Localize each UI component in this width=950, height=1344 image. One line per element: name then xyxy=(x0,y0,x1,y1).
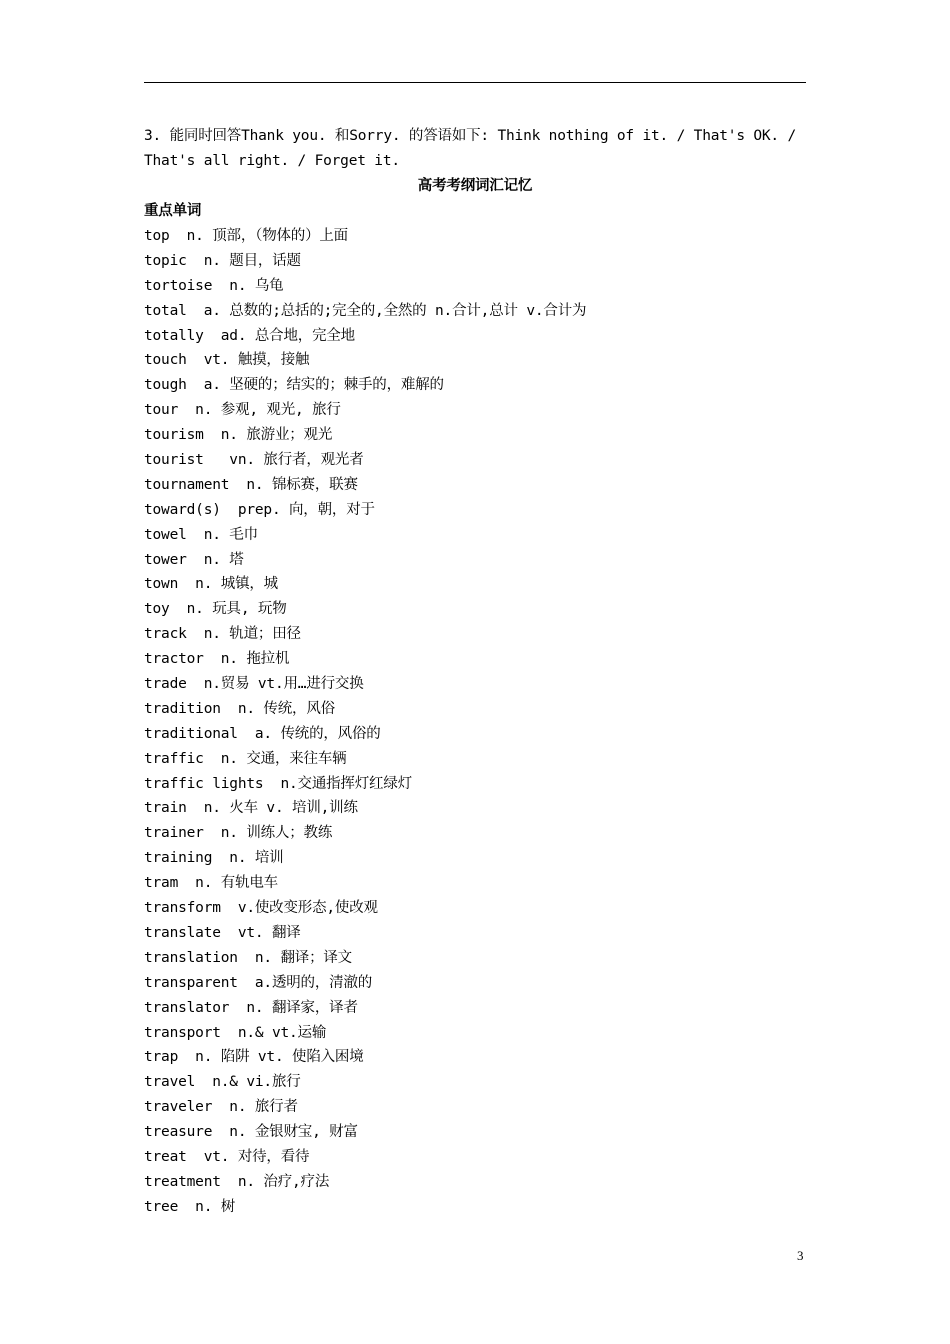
page-number: 3 xyxy=(797,1248,804,1263)
word-entry: trade n.贸易 vt.用…进行交换 xyxy=(144,676,364,693)
word-entry: treasure n. 金银财宝, 财富 xyxy=(144,1124,358,1141)
word-entry: train n. 火车 v. 培训,训练 xyxy=(144,800,358,817)
word-entry: tough a. 坚硬的；结实的；棘手的，难解的 xyxy=(144,377,444,394)
word-entry: transport n.& vt.运输 xyxy=(144,1024,327,1041)
word-entry: topic n. 题目，话题 xyxy=(144,252,301,269)
word-entry: tourist vn. 旅行者，观光者 xyxy=(144,452,364,469)
word-entry: top n. 顶部，（物体的）上面 xyxy=(144,228,348,244)
word-entry: translate vt. 翻译 xyxy=(144,924,301,941)
word-entry: translation n. 翻译；译文 xyxy=(144,949,352,966)
page-title: 高考考纲词汇记忆 xyxy=(417,178,533,194)
word-entry: tournament n. 锦标赛，联赛 xyxy=(144,476,358,493)
word-entry: total a. 总数的;总括的;完全的,全然的 n.合计,总计 v.合计为 xyxy=(144,302,587,319)
word-entry: trap n. 陷阱 vt. 使陷入困境 xyxy=(144,1049,364,1066)
word-entry: tortoise n. 乌龟 xyxy=(144,277,284,294)
word-entry: treat vt. 对待，看待 xyxy=(144,1148,310,1165)
word-entry: track n. 轨道；田径 xyxy=(144,626,301,643)
word-entry: treatment n. 治疗,疗法 xyxy=(144,1173,330,1190)
word-entry: traffic n. 交通，来往车辆 xyxy=(144,750,347,767)
header-rule xyxy=(144,82,806,83)
word-entry: tradition n. 传统，风俗 xyxy=(144,700,335,717)
word-entry: transparent a.透明的，清澈的 xyxy=(144,974,373,991)
section-heading: 重点单词 xyxy=(144,203,202,219)
word-entry: tower n. 塔 xyxy=(144,551,244,568)
word-entry: town n. 城镇，城 xyxy=(144,576,278,593)
word-entry: translator n. 翻译家，译者 xyxy=(144,999,358,1016)
intro-note: 3. 能同时回答Thank you. 和Sorry. 的答语如下: Think nothing of it. / That's OK. / That's all right. / Forget it. xyxy=(144,128,797,169)
word-entry: tour n. 参观, 观光, 旅行 xyxy=(144,402,341,419)
page-content xyxy=(144,124,806,1220)
word-entry: tractor n. 拖拉机 xyxy=(144,651,290,668)
word-entry: tram n. 有轨电车 xyxy=(144,875,278,892)
word-entry: traffic lights n.交通指挥灯红绿灯 xyxy=(144,775,412,792)
word-entry: toy n. 玩具, 玩物 xyxy=(144,601,287,618)
word-entry: tree n. 树 xyxy=(144,1198,236,1215)
word-entry: travel n.& vi.旅行 xyxy=(144,1074,301,1091)
word-entry: totally ad. 总合地，完全地 xyxy=(144,327,355,344)
word-entry: training n. 培训 xyxy=(144,850,284,867)
word-entry: tourism n. 旅游业；观光 xyxy=(144,427,333,444)
word-list xyxy=(144,224,806,1220)
word-entry: traditional a. 传统的，风俗的 xyxy=(144,725,381,742)
word-entry: toward(s) prep. 向，朝，对于 xyxy=(144,501,375,518)
word-entry: towel n. 毛巾 xyxy=(144,526,258,543)
word-entry: trainer n. 训练人；教练 xyxy=(144,825,333,842)
word-entry: transform v.使改变形态,使改观 xyxy=(144,900,378,917)
word-entry: traveler n. 旅行者 xyxy=(144,1099,298,1116)
word-entry: touch vt. 触摸，接触 xyxy=(144,352,310,369)
